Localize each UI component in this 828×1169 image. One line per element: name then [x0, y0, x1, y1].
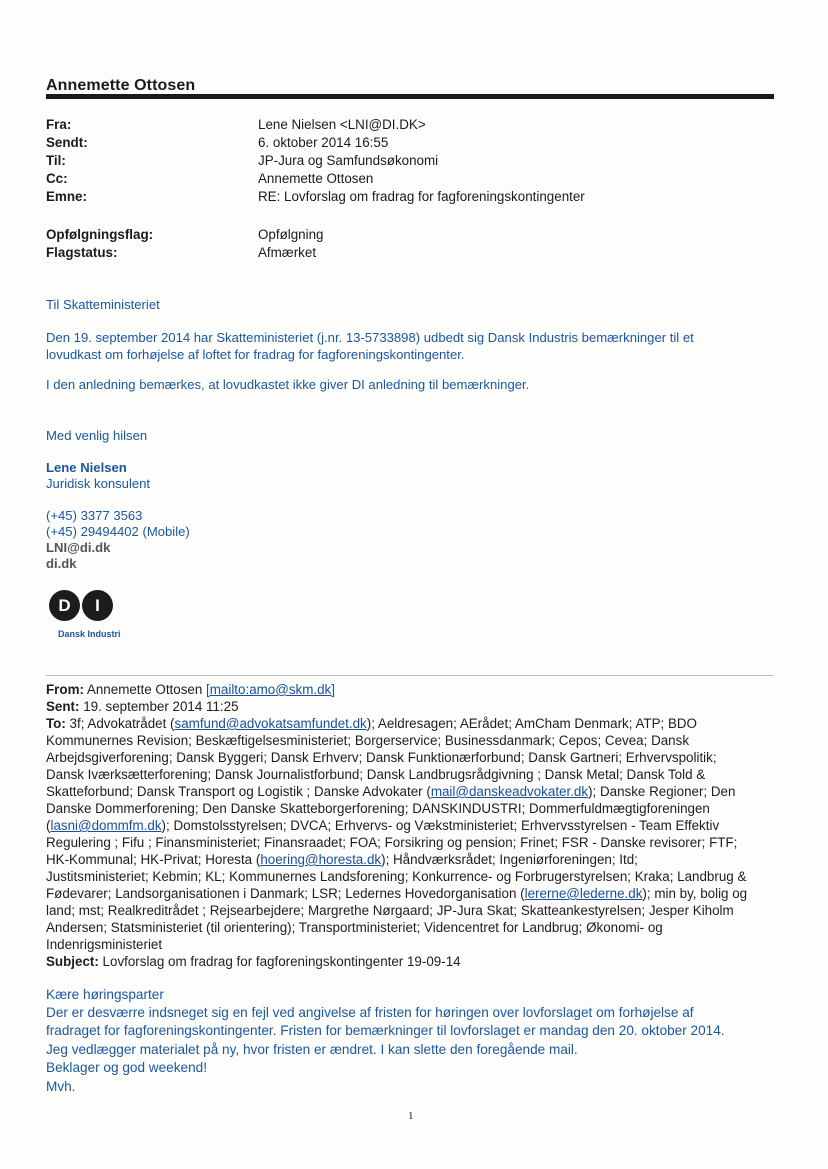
recipients-line: Justitsministeriet; Kebmin; KL; Kommunernes Landsforening; Konkurrence- og Forbrugerstyrelsen; Kraka; Landbrug & [46, 869, 747, 884]
header-sent [46, 135, 766, 154]
recipients-text: Skatteforbund; Dansk Transport og Logistik ; Danske Advokater ( [46, 784, 431, 799]
header-value: 6. oktober 2014 16:55 [258, 135, 389, 150]
header-from [46, 117, 766, 136]
recipients-text: ); Aeldresagen; AErådet; AmCham Denmark; ATP; BDO [366, 716, 697, 731]
recipients-line [46, 885, 774, 902]
forwarded-from-label: From: [46, 682, 84, 697]
forwarded-body-greeting: Kære høringsparter [46, 987, 164, 1002]
reply-paragraph-1-line-2: lovudkast om forhøjelse af loftet for fradrag for fagforeningskontingenter. [46, 347, 465, 362]
header-value: Afmærket [258, 245, 317, 260]
signature-mobile: (+45) 29494402 (Mobile) [46, 524, 190, 539]
recipient-email-link[interactable]: samfund@advokatsamfundet.dk [174, 716, 367, 731]
forwarded-body-signoff: Mvh. [46, 1079, 76, 1094]
reply-paragraph-2: I den anledning bemærkes, at lovudkastet ikke giver DI anledning til bemærkninger. [46, 377, 530, 392]
recipients-text: Fødevarer; Landsorganisationen i Danmark; LSR; Ledernes Hovedorganisation ( [46, 886, 525, 901]
header-rule [46, 94, 774, 99]
recipients-line: Danske Dommerforening; Den Danske Skatteborgerforening; DANSKINDUSTRI; Dommerfuldmægtigforeningen [46, 801, 710, 816]
header-label: Til: [46, 153, 66, 168]
forward-separator [46, 675, 774, 676]
recipients-line: Dansk Iværksætterforening; Dansk Journalistforbund; Dansk Landbrugsrådgivning ; Dansk Metal; Dansk Told & [46, 767, 706, 782]
header-value: Lene Nielsen <LNI@DI.DK> [258, 117, 426, 132]
forwarded-sent-value: 19. september 2014 11:25 [79, 699, 239, 714]
reply-greeting: Til Skatteministeriet [46, 297, 160, 312]
recipients-text: ); Domstolsstyrelsen; DVCA; Erhvervs- og Vækstministeriet; Erhvervsstyrelsen - Team Effektiv [161, 818, 720, 833]
signature-email: LNI@di.dk [46, 540, 111, 555]
header-cc [46, 171, 766, 190]
forwarded-to-line [46, 715, 774, 732]
reply-paragraph-1-line-1: Den 19. september 2014 har Skatteministeriet (j.nr. 13-5733898) udbedt sig Dansk Industris bemærkninger til et [46, 330, 694, 345]
logo-i-circle: I [82, 590, 113, 621]
logo-d-circle: D [49, 590, 80, 621]
header-value: Opfølgning [258, 227, 324, 242]
page-number: 1 [408, 1110, 414, 1122]
signature-title: Juridisk konsulent [46, 476, 151, 491]
recipients-text: ); Danske Regioner; Den [588, 784, 736, 799]
recipient-email-link[interactable]: lererne@lederne.dk [524, 886, 643, 901]
header-subject [46, 189, 766, 208]
recipients-text: ); min by, bolig og [642, 886, 748, 901]
signature-website: di.dk [46, 556, 77, 571]
forwarded-body-line: Beklager og god weekend! [46, 1060, 207, 1075]
mailbox-owner-name: Annemette Ottosen [46, 77, 196, 94]
recipients-text: HK-Kommunal; HK-Privat; Horesta ( [46, 852, 261, 867]
recipients-text: 3f; Advokatrådet ( [65, 716, 175, 731]
header-value: Annemette Ottosen [258, 171, 374, 186]
forwarded-from-line [46, 681, 774, 698]
forwarded-from-name: Annemette Ottosen [86, 682, 207, 697]
reply-closing: Med venlig hilsen [46, 428, 148, 443]
forwarded-subject-line [46, 953, 774, 970]
header-to [46, 153, 766, 172]
header-followup-flag [46, 227, 766, 246]
recipients-line: Indenrigsministeriet [46, 937, 163, 952]
header-label: Sendt: [46, 135, 88, 150]
header-label: Fra: [46, 117, 72, 132]
forwarded-body-line: Jeg vedlægger materialet på ny, hvor fristen er ændret. I kan slette den foregående mail. [46, 1042, 578, 1057]
recipient-email-link[interactable]: mail@danskeadvokater.dk [430, 784, 589, 799]
recipients-text: ( [46, 818, 51, 833]
header-label: Flagstatus: [46, 245, 118, 260]
forwarded-from-email-link[interactable]: [mailto:amo@skm.dk] [206, 682, 335, 697]
recipients-line [46, 851, 774, 868]
recipients-line [46, 783, 774, 800]
recipients-line: Arbejdsgiverforening; Dansk Byggeri; Dansk Erhverv; Dansk Funktionærforbund; Dansk Gartneri; Erhvervspolitik; [46, 750, 717, 765]
recipients-line: land; mst; Realkreditrådet ; Rejsearbejdere; Margrethe Nørgaard; JP-Jura Skat; Skatteankestyrelsen; Jesper Kiholm [46, 903, 734, 918]
recipients-line: Regulering ; Fifu ; Finansministeriet; Finansraadet; FOA; Forsikring og pension; Frinet; FSR - Danske revisorer; FTF; [46, 835, 738, 850]
header-value: RE: Lovforslag om fradrag for fagforeningskontingenter [258, 189, 585, 204]
forwarded-body-line: Der er desværre indsneget sig en fejl ved angivelse af fristen for høringen over lovforslaget om forhøjelse af [46, 1005, 694, 1020]
signature-name: Lene Nielsen [46, 460, 127, 475]
forwarded-sent-line [46, 698, 774, 715]
forwarded-body-line: fradraget for fagforeningskontingenter. Fristen for bemærkninger til lovforslaget er mandag den 20. oktober 2014. [46, 1023, 725, 1038]
forwarded-sent-label: Sent: [46, 699, 80, 714]
recipients-line [46, 817, 774, 834]
signature-phone: (+45) 3377 3563 [46, 508, 143, 523]
forwarded-subject-value: Lovforslag om fradrag for fagforeningskontingenter 19-09-14 [98, 954, 461, 969]
recipients-line: Kommunernes Revision; Beskæftigelsesministeriet; Borgerservice; Businessdanmark; Cepos; Cevea; Dansk [46, 733, 690, 748]
recipients-text: ); Håndværksrådet; Ingeniørforeningen; Itd; [381, 852, 638, 867]
forwarded-headers [46, 681, 774, 970]
recipient-email-link[interactable]: lasni@dommfm.dk [50, 818, 162, 833]
header-label: Emne: [46, 189, 87, 204]
forwarded-to-label: To: [46, 716, 66, 731]
header-value: JP-Jura og Samfundsøkonomi [258, 153, 439, 168]
header-label: Cc: [46, 171, 68, 186]
header-flag-status [46, 245, 766, 264]
forwarded-subject-label: Subject: [46, 954, 99, 969]
header-label: Opfølgningsflag: [46, 227, 154, 242]
recipient-email-link[interactable]: hoering@horesta.dk [260, 852, 382, 867]
recipients-line: Andersen; Statsministeriet (til orientering); Transportministeriet; Videncentret for Landbrug; Økonomi- og [46, 920, 663, 935]
logo-caption: Dansk Industri [58, 629, 121, 639]
